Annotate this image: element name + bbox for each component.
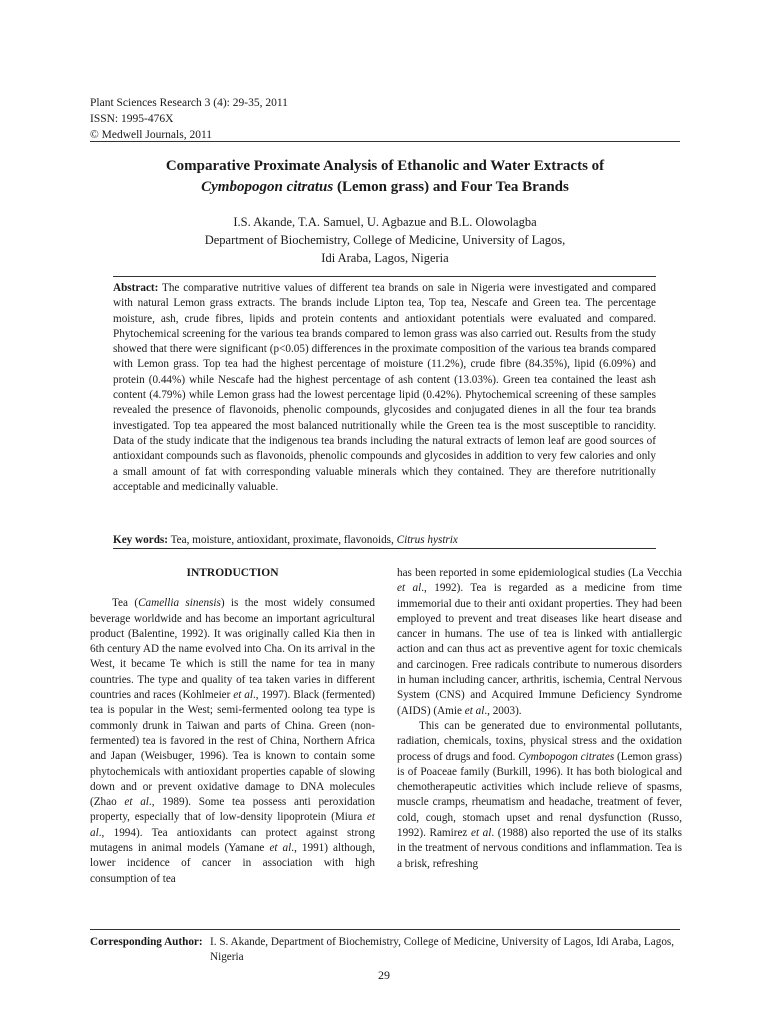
text-run: ., 1994). Tea antioxidants can protect against strong mutagens in animal models (Yamane [90,826,375,855]
title-line-1: Comparative Proximate Analysis of Ethanolic and Water Extracts of [165,158,605,174]
affiliation-line-1: Department of Biochemistry, College of Medicine, University of Lagos, [204,233,566,247]
page-number: 29 [378,968,390,982]
title-line-2 [90,177,680,198]
left-column [90,566,375,887]
author-names: I.S. Akande, T.A. Samuel, U. Agbazue and B.L. Olowolagba [233,215,537,229]
right-column [397,566,682,872]
et-al: et al [90,811,375,839]
footer-rule [90,929,680,930]
keywords-text: Tea, moisture, antioxidant, proximate, flavonoids, [168,534,397,546]
keywords [113,533,656,548]
intro-paragraph-2 [397,566,682,719]
header-rule [90,141,680,142]
text-run: ., 2003). [484,704,522,717]
keywords-label: Key words: [113,534,168,546]
intro-paragraph-3 [397,719,682,872]
author-block [90,213,680,267]
text-run: ., 1992). Tea is regarded as a medicine from time immemorial due to their anti oxidant properties. They had been employed to prevent and treat diseases like heart disease and cancer in humans. The use of tea is linked with antiallergic action and can thus act as preventive agent for toxic chemicals and carcinogen. Free radicals contribute to numerous disorders in human including cancer, arthritis, ischemia, Central Nervous System (CNS) and Acquired Immune Deficiency Syndrome (AIDS) (Amie [397,582,683,717]
abstract-label: Abstract: [113,282,159,294]
journal-header [90,95,288,143]
paper-title [90,156,680,198]
text-run: Tea ( [112,597,139,610]
et-al: et al [269,842,292,855]
text-run: ) is the most widely consumed beverage worldwide and has become an important agricultural product (Balentine, 1992). It was originally called Kia then in 6th century AD the name evolved into Cha. On its arrival in the West, it became Te which is still the name for tea in many countries. The type and quality of tea taken varies in different countries and races (Kohlmeier [90,597,375,702]
text-run: ., 1991) although, lower incidence of cancer in association with high consumption of tea [90,842,375,885]
text-run: ., 1997). Black (fermented) tea is popular in the West; semi-fermented oolong tea type is commonly drunk in Taiwan and parts of China. Green (non-fermented) tea is favored in the rest of China, Northern Africa and Japan (Weisbuger, 1996). Tea is known to contain some phytochemicals with antioxidant properties capable of slowing down and or prevent oxidative damage to DNA molecules (Zhao [90,689,375,809]
corresponding-author-text: I. S. Akande, Department of Biochemistry, College of Medicine, University of Lagos, Idi Araba, Lagos, [210,936,675,948]
title-species: Cymbopogon citratus [201,179,334,195]
corresponding-author-text-2: Nigeria [210,951,244,964]
species-name: Cymbopogon citrates [518,750,615,763]
journal-citation: Plant Sciences Research 3 (4): 29-35, 2011 [90,97,288,109]
text-run: (Lemon grass) is of Poaceae family (Burkill, 1996). It has both biological and chemotherapeutic activities which include relieve of spasms, muscle cramps, rheumatism and headache, treatment of fever, cold, cough, stomach upset and renal dysfunction (Russo, 1992). Ramirez [397,750,682,840]
intro-paragraph-1 [90,596,375,887]
keywords-italic: Citrus hystrix [396,534,458,546]
et-al: et al [233,689,253,702]
text-run: This can be generated due to environmental pollutants, radiation, chemicals, toxins, physical stress and the oxidation process of drugs and food. [397,719,682,763]
abstract-text: The comparative nutritive values of different tea brands on sale in Nigeria were investigated and compared with natural Lemon grass extracts. The brands include Lipton tea, Top tea, Nescafe and Green tea. The percentage moisture, ash, crude fibres, lipids and protein contents and antioxidant potentials were evaluated and compared. Phytochemical screening for the various tea brands compared to lemon grass was also carried out. Results from the study showed that there were significant (p<0.05) differences in the proximate composition of the various tea brands compared with Lemon grass. Top tea had the highest percentage of moisture (11.2%), crude fibre (84.35%), lipid (6.09%) and protein (0.44%) while Nescafe had the highest percentage of ash content (13.03%). Green tea contained the least ash content (4.79%) while Lemon grass had the lowest percentage lipid (0.42%). Phytochemical screening of these samples revealed the presence of flavonoids, phenolic compounds, glycosides and conjugated dienes in all the four tea brands investigated. Top tea appeared the most balanced nutritionally while the Green tea is the most susceptible to rancidity. Data of the study indicate that the indigenous tea brands including the natural extracts of lemon leaf are good sources of antioxidant compounds such as flavonoids, phenolic compounds and glycosides in addition to very few calories and only a small amount of fat with corresponding valuable minerals which they contained. They are therefore nutritionally acceptable and medicinally valuable. [113,282,656,493]
corresponding-author-label: Corresponding Author: [90,936,203,948]
abstract [113,281,656,495]
section-heading-introduction: INTRODUCTION [186,567,279,579]
et-al: et al [397,582,422,595]
journal-issn: ISSN: 1995-476X [90,113,174,125]
text-run: . (1988) also reported the use of its stalks in the treatment of nervous conditions and inflammation. Tea is a brisk, refreshing [397,827,682,870]
species-name: Camellia sinensis [138,597,221,610]
corresponding-author [90,935,690,966]
et-al: et al [124,796,149,809]
text-run: has been reported in some epidemiological studies (La Vecchia [397,567,682,579]
title-line-2-rest: (Lemon grass) and Four Tea Brands [333,179,569,195]
abstract-top-rule [113,276,656,277]
journal-copyright: © Medwell Journals, 2011 [90,129,213,141]
et-al: et al [470,827,492,840]
affiliation-line-2: Idi Araba, Lagos, Nigeria [321,251,449,265]
text-run: ., 1989). Some tea possess anti peroxidation property, especially that of low-density lipoprotein (Miura [90,796,376,824]
keywords-rule [113,548,656,549]
et-al: et al [464,704,485,717]
